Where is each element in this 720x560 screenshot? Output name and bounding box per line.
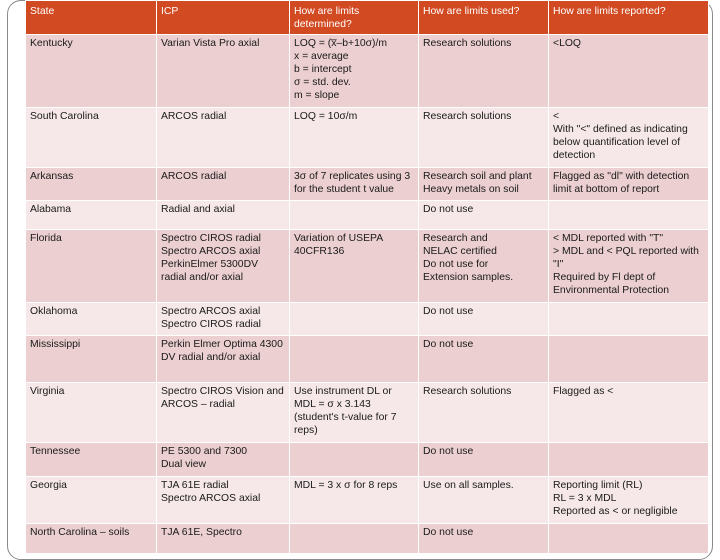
cell-icp: Varian Vista Pro axial (157, 35, 290, 108)
cell-used: Do not use (419, 201, 549, 230)
cell-reported: < MDL reported with "T" > MDL and < PQL reported with "I" Required by Fl dept of Environmental Protection (549, 230, 709, 303)
table-row (26, 108, 709, 168)
table-row (26, 168, 709, 201)
table-row (26, 35, 709, 108)
cell-determined (290, 303, 419, 336)
table-row (26, 230, 709, 303)
cell-state: Alabama (26, 201, 157, 230)
cell-determined (290, 336, 419, 383)
cell-icp: Spectro ARCOS axial Spectro CIROS radial (157, 303, 290, 336)
cell-icp: Spectro CIROS Vision and ARCOS – radial (157, 383, 290, 443)
table-container (25, 0, 708, 554)
cell-state: Tennessee (26, 443, 157, 477)
cell-icp: Spectro CIROS radial Spectro ARCOS axial PerkinElmer 5300DV radial and/or axial (157, 230, 290, 303)
cell-icp: ARCOS radial (157, 108, 290, 168)
cell-used: Use on all samples. (419, 477, 549, 524)
cell-used: Research and NELAC certified Do not use for Extension samples. (419, 230, 549, 303)
cell-determined (290, 443, 419, 477)
cell-reported (549, 201, 709, 230)
cell-determined: Variation of USEPA 40CFR136 (290, 230, 419, 303)
cell-reported (549, 303, 709, 336)
table-row (26, 477, 709, 524)
header-icp: ICP (157, 1, 290, 35)
table-row (26, 443, 709, 477)
cell-icp: PE 5300 and 7300 Dual view (157, 443, 290, 477)
cell-used: Do not use (419, 443, 549, 477)
cell-determined: LOQ = 10σ/m (290, 108, 419, 168)
cell-state: Arkansas (26, 168, 157, 201)
header-used: How are limits used? (419, 1, 549, 35)
header-reported: How are limits reported? (549, 1, 709, 35)
cell-reported: Flagged as < (549, 383, 709, 443)
cell-reported: Flagged as "dl" with detection limit at bottom of report (549, 168, 709, 201)
icp-limits-table (25, 0, 709, 554)
cell-determined: LOQ = (x̅–b+10σ)/m x = average b = intercept σ = std. dev. m = slope (290, 35, 419, 108)
table-row (26, 303, 709, 336)
table-row (26, 336, 709, 383)
cell-state: Florida (26, 230, 157, 303)
cell-used: Do not use (419, 303, 549, 336)
cell-icp: TJA 61E radial Spectro ARCOS axial (157, 477, 290, 524)
cell-reported (549, 443, 709, 477)
header-row (26, 1, 709, 35)
cell-state: Georgia (26, 477, 157, 524)
cell-determined: Use instrument DL or MDL = σ x 3.143 (student's t-value for 7 reps) (290, 383, 419, 443)
cell-reported (549, 336, 709, 383)
cell-determined (290, 201, 419, 230)
cell-determined: MDL = 3 x σ for 8 reps (290, 477, 419, 524)
cell-state: Oklahoma (26, 303, 157, 336)
cell-icp: ARCOS radial (157, 168, 290, 201)
cell-reported: Reporting limit (RL) RL = 3 x MDL Reported as < or negligible (549, 477, 709, 524)
header-determined: How are limits determined? (290, 1, 419, 35)
cell-state: Mississippi (26, 336, 157, 383)
cell-icp: Perkin Elmer Optima 4300 DV radial and/or axial (157, 336, 290, 383)
table-row (26, 524, 709, 554)
cell-used: Do not use (419, 524, 549, 554)
cell-state: Kentucky (26, 35, 157, 108)
cell-state: Virginia (26, 383, 157, 443)
cell-used: Research solutions (419, 108, 549, 168)
cell-icp: TJA 61E, Spectro (157, 524, 290, 554)
cell-determined: 3σ of 7 replicates using 3 for the student t value (290, 168, 419, 201)
cell-reported: < With "<" defined as indicating below quantification level of detection (549, 108, 709, 168)
cell-icp: Radial and axial (157, 201, 290, 230)
table-row (26, 383, 709, 443)
cell-reported (549, 524, 709, 554)
table-row (26, 201, 709, 230)
cell-determined (290, 524, 419, 554)
cell-used: Research solutions (419, 383, 549, 443)
header-state: State (26, 1, 157, 35)
cell-reported: <LOQ (549, 35, 709, 108)
cell-used: Research solutions (419, 35, 549, 108)
cell-used: Do not use (419, 336, 549, 383)
cell-used: Research soil and plant Heavy metals on soil (419, 168, 549, 201)
cell-state: North Carolina – soils (26, 524, 157, 554)
cell-state: South Carolina (26, 108, 157, 168)
